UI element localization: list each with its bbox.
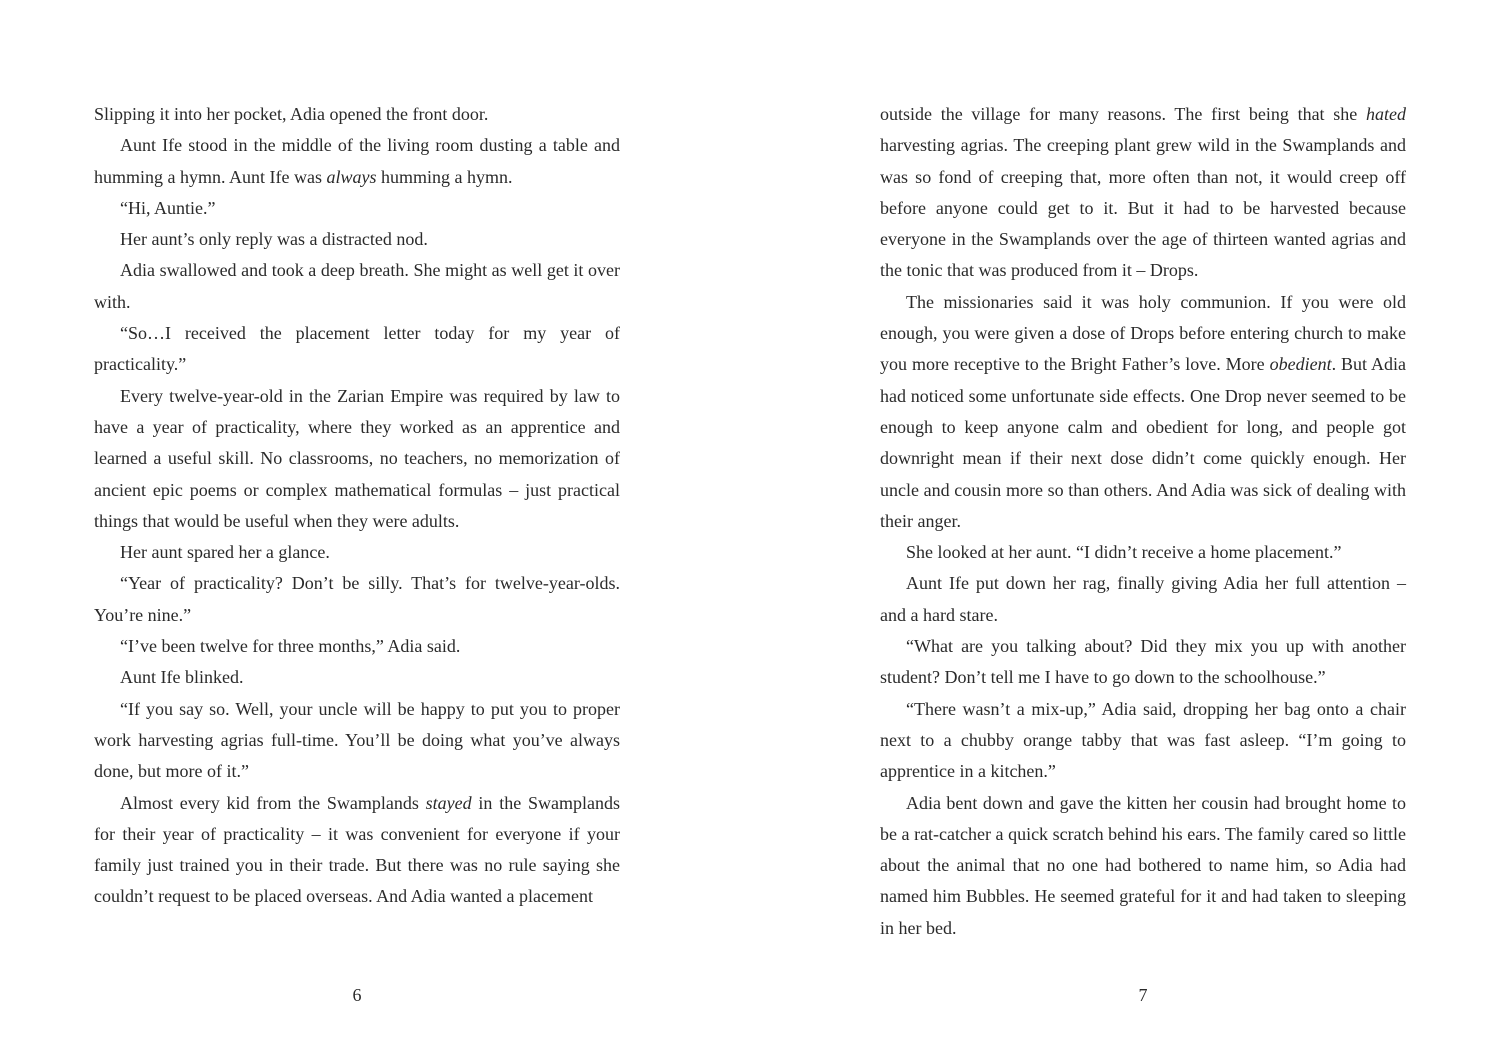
paragraph: outside the village for many reasons. The first being that she hated harvesting agrias. The creeping plant grew wild in the Swamplands and was so fond of creeping that, more often than not, it would creep off before anyone could get to it. But it had to be harvested because everyone in the Swamplands over the age of thirteen wanted agrias and the tonic that was produced from it – Drops. [880,104,1406,281]
paragraph: The missionaries said it was holy communion. If you were old enough, you were given a dose of Drops before entering church to make you more receptive to the Bright Father’s love. More obedient. But Adia had noticed some unfortunate side effects. One Drop never seemed to be enough to keep anyone calm and obedient for long, and people got downright mean if their next dose didn’t come quickly enough. Her uncle and cousin more so than others. And Adia was sick of dealing with their anger. [880,291,1406,531]
paragraph: Every twelve-year-old in the Zarian Empire was required by law to have a year of practicality, where they worked as an apprentice and learned a useful skill. No classrooms, no teachers, no memorization of ancient epic poems or complex mathematical formulas – just practical things that would be useful when they were adults. [94,385,620,531]
paragraph: “Hi, Auntie.” [120,197,216,218]
paragraph: “Year of practicality? Don’t be silly. That’s for twelve-year-olds. You’re nine.” [94,573,620,625]
paragraph: She looked at her aunt. “I didn’t receive a home placement.” [906,542,1342,563]
paragraph: Aunt Ife stood in the middle of the living room dusting a table and humming a hymn. Aunt Ife was always humming a hymn. [94,135,620,187]
paragraph: “There wasn’t a mix-up,” Adia said, dropping her bag onto a chair next to a chubby orange tabby that was fast asleep. “I’m going to apprentice in a kitchen.” [880,698,1406,782]
paragraph: Her aunt spared her a glance. [120,542,330,563]
paragraph: “If you say so. Well, your uncle will be happy to put you to proper work harvesting agrias full-time. You’ll be doing what you’ve always done, but more of it.” [94,698,620,782]
paragraph: Adia swallowed and took a deep breath. She might as well get it over with. [94,260,620,312]
left-page-number: 6 [352,985,362,1005]
paragraph: Slipping it into her pocket, Adia opened the front door. [94,104,489,124]
right-page-number: 7 [1138,985,1148,1005]
left-page-text [94,99,620,913]
right-page-text [880,99,1406,944]
paragraph: Almost every kid from the Swamplands stayed in the Swamplands for their year of practicality – it was convenient for everyone if your family just trained you in their trade. But there was no rule saying she couldn’t request to be placed overseas. And Adia wanted a placement [94,792,620,907]
paragraph: “So…I received the placement letter today for my year of practicality.” [94,323,620,375]
paragraph: Her aunt’s only reply was a distracted nod. [120,229,428,250]
paragraph: “I’ve been twelve for three months,” Adia said. [120,636,461,657]
paragraph: Aunt Ife blinked. [120,667,244,688]
paragraph: Adia bent down and gave the kitten her cousin had brought home to be a rat-catcher a quick scratch behind his ears. The family cared so little about the animal that no one had bothered to name him, so Adia had named him Bubbles. He seemed grateful for it and had taken to sleeping in her bed. [880,792,1406,938]
paragraph: Aunt Ife put down her rag, finally giving Adia her full attention – and a hard stare. [880,573,1406,625]
paragraph: “What are you talking about? Did they mix you up with another student? Don’t tell me I have to go down to the schoolhouse.” [880,636,1406,688]
